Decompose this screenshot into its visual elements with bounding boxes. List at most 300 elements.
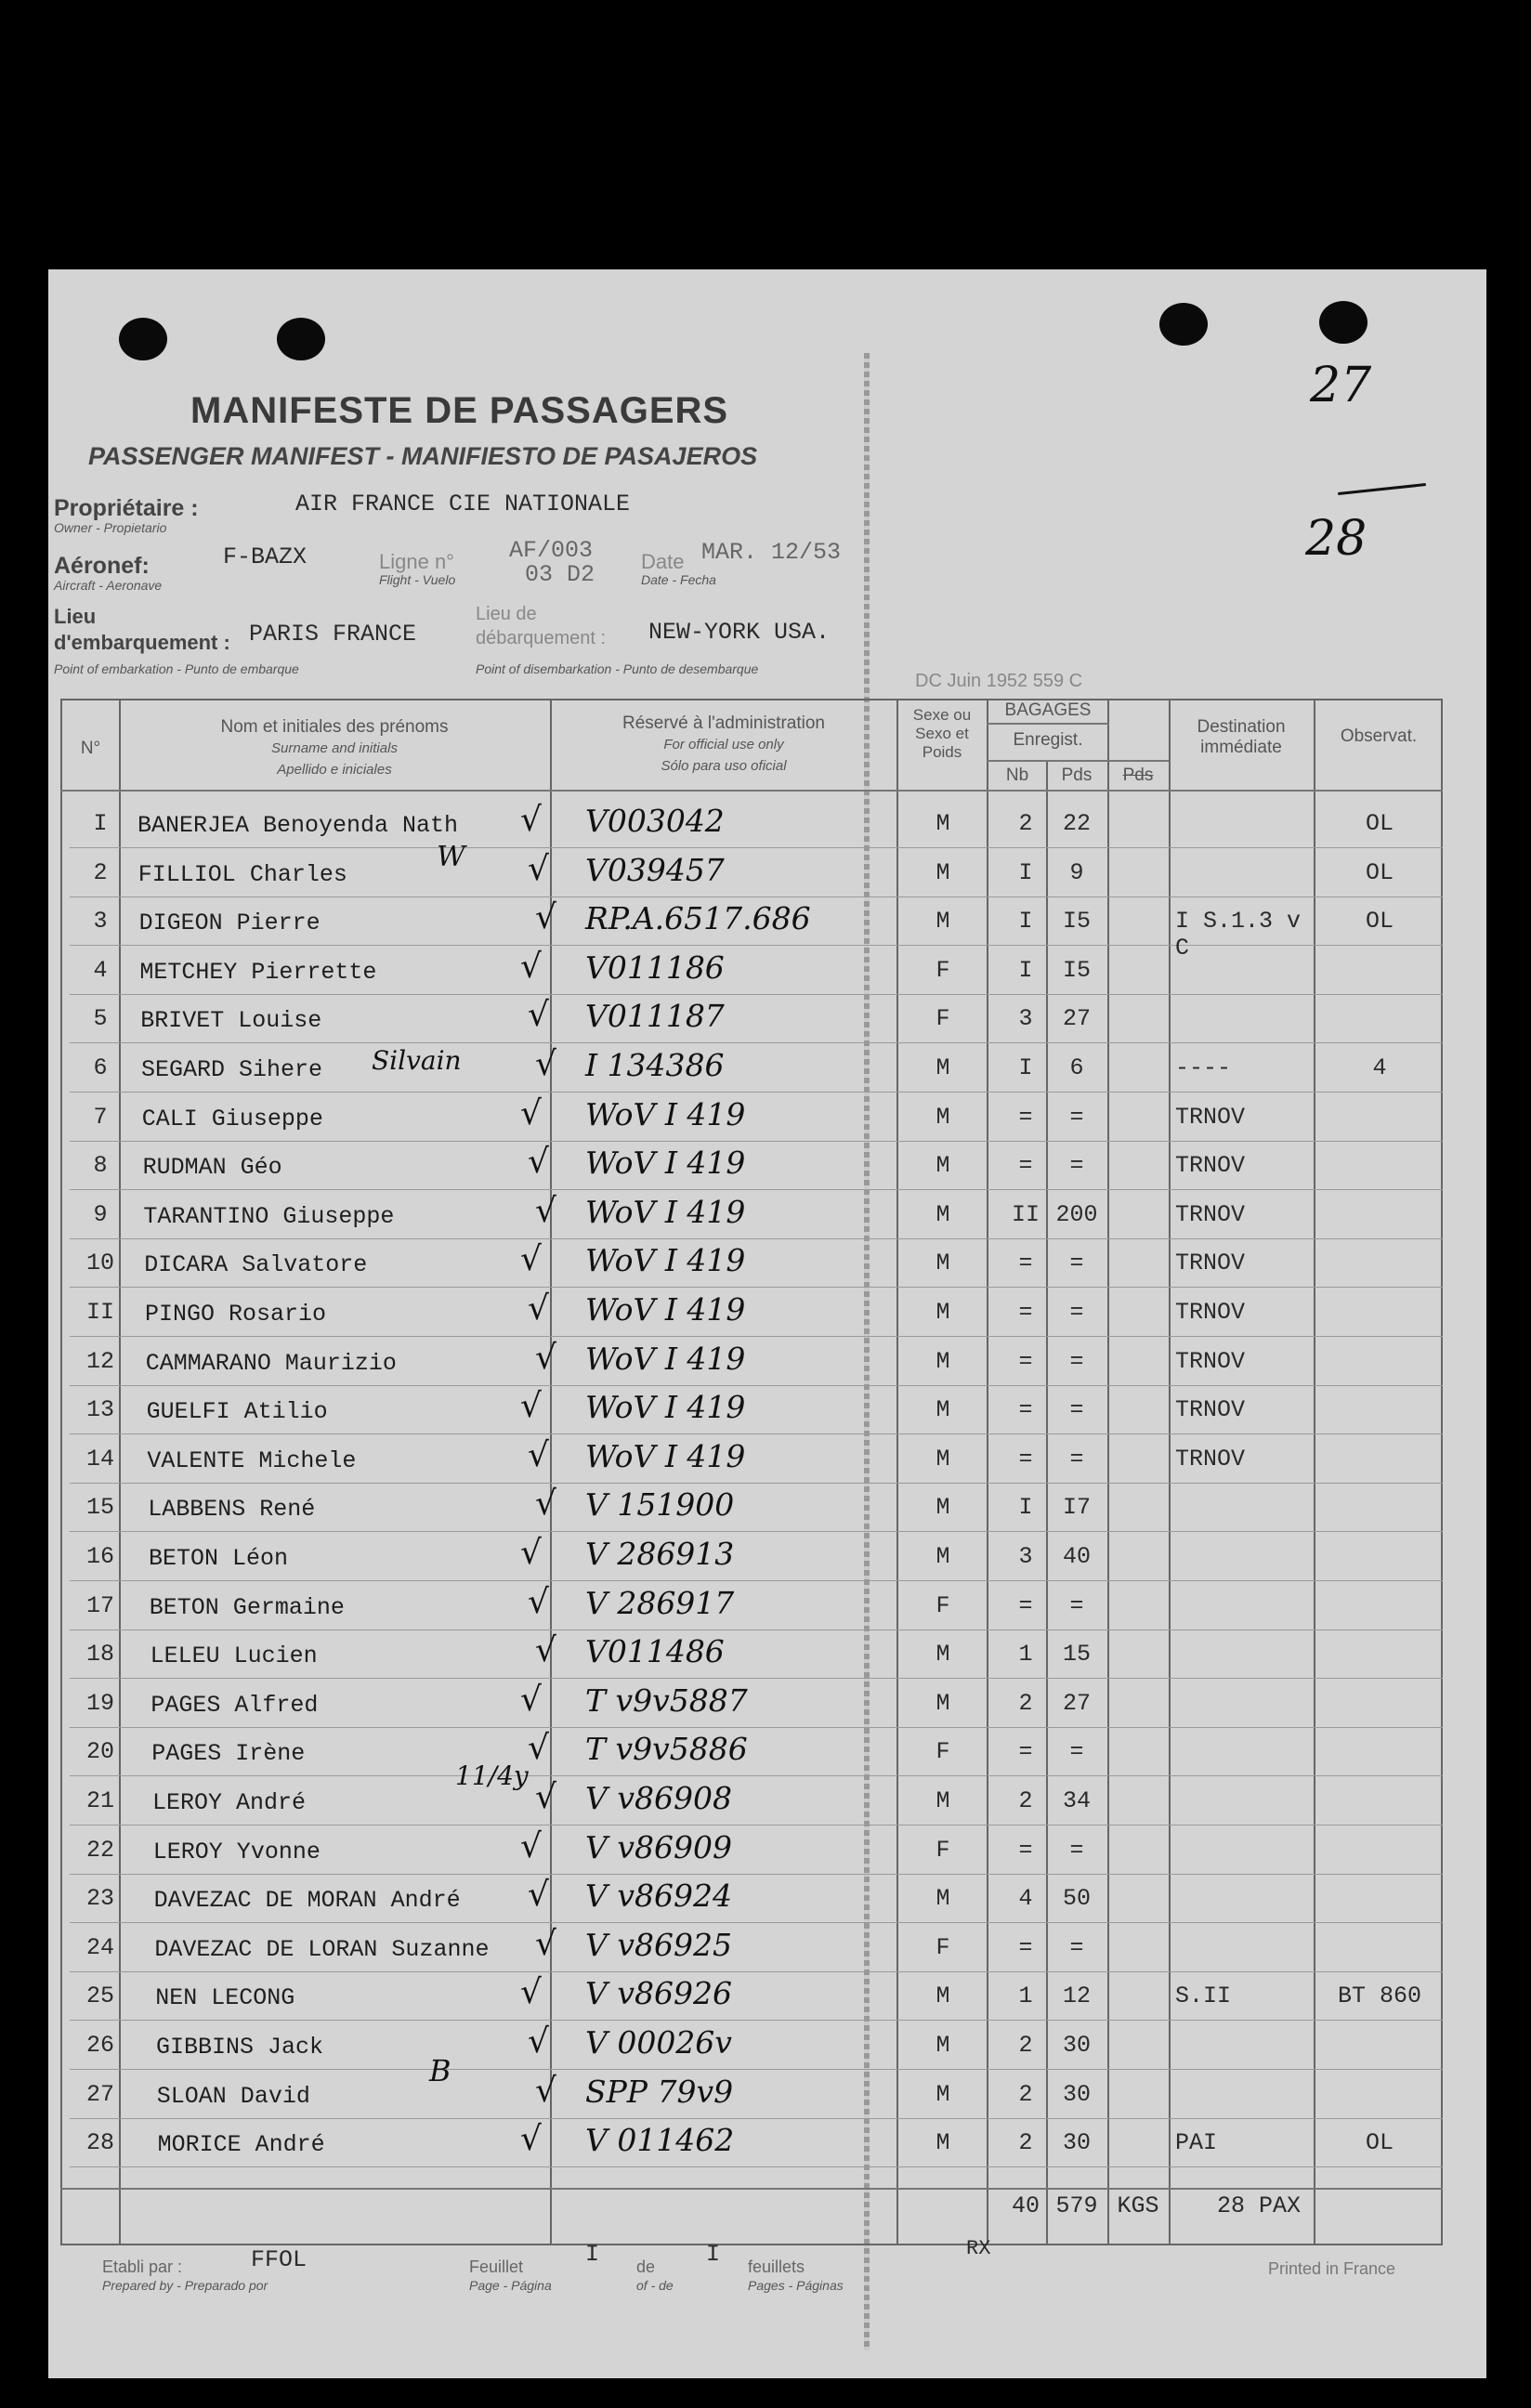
reservation-ref: V 00026v	[585, 2024, 732, 2061]
punch-hole	[1319, 301, 1367, 344]
header-divider	[987, 760, 1169, 762]
printed-in: Printed in France	[1268, 2259, 1396, 2278]
passenger-sex: F	[936, 1005, 950, 1032]
passenger-sex: F	[936, 1934, 950, 1961]
baggage-weight: 34	[1062, 1787, 1091, 1814]
total-count: 40	[1011, 2192, 1040, 2219]
checkmark-icon: √	[528, 2022, 549, 2061]
passenger-sex: M	[936, 1983, 950, 2009]
passenger-sex: M	[936, 1299, 950, 1326]
baggage-weight: =	[1069, 1738, 1084, 1765]
passenger-sex: M	[936, 1250, 950, 1276]
header-enreg: Enregist.	[1013, 730, 1083, 750]
row-number: 26	[85, 2032, 114, 2059]
owner-value: AIR FRANCE CIE NATIONALE	[295, 491, 631, 517]
punch-hole	[277, 318, 325, 360]
checkmark-icon: √	[528, 1143, 549, 1181]
total-pax: 28 PAX	[1216, 2192, 1301, 2219]
disembark-label: Lieu de débarquement :	[476, 604, 607, 648]
baggage-weight: I7	[1062, 1494, 1091, 1521]
baggage-count: I	[1018, 1054, 1033, 1081]
passenger-name: CAMMARANO Maurizio	[145, 1350, 397, 1377]
row-number: 14	[85, 1446, 114, 1472]
baggage-count: 1	[1018, 1983, 1033, 2009]
row-number: 23	[85, 1885, 114, 1912]
baggage-count: 2	[1018, 1787, 1033, 1814]
baggage-weight: =	[1069, 1837, 1084, 1864]
owner-sub: Owner - Propietario	[54, 520, 167, 535]
prepared-label: Etabli par :	[102, 2258, 183, 2276]
passenger-name: TARANTINO Giuseppe	[143, 1203, 395, 1230]
destination: TRNOV	[1175, 1396, 1246, 1423]
destination: TRNOV	[1175, 1348, 1246, 1375]
row-number: 7	[93, 1104, 108, 1131]
date-value: MAR. 12/53	[701, 539, 842, 566]
rx-mark: RX	[966, 2237, 991, 2260]
passenger-name: DICARA Salvatore	[144, 1251, 368, 1278]
header-no: N°	[80, 739, 101, 758]
checkmark-icon: √	[528, 1289, 549, 1328]
checkmark-icon: √	[520, 1240, 542, 1278]
total-unit: KGS	[1117, 2192, 1159, 2219]
row-rule	[70, 2020, 1443, 2021]
destination: TRNOV	[1175, 1104, 1246, 1131]
sheet-value: I	[585, 2241, 600, 2268]
header-pds: Pds	[1061, 766, 1093, 785]
checkmark-icon: √	[520, 801, 542, 839]
header-divider	[987, 723, 1109, 725]
passenger-name: DAVEZAC DE MORAN André	[153, 1887, 461, 1914]
baggage-weight: 200	[1055, 1201, 1098, 1228]
observation: OL	[1365, 2129, 1394, 2156]
baggage-weight: =	[1069, 1299, 1084, 1326]
reservation-ref: I 134386	[585, 1047, 725, 1083]
reservation-ref: WoV I 419	[585, 1096, 746, 1132]
reservation-ref: WoV I 419	[585, 1145, 746, 1181]
baggage-count: =	[1018, 1446, 1033, 1472]
row-rule	[70, 1336, 1443, 1337]
row-number: 6	[93, 1054, 108, 1081]
checkmark-icon: √	[520, 1534, 542, 1572]
baggage-weight: =	[1069, 1396, 1084, 1423]
reservation-ref: WoV I 419	[585, 1341, 746, 1377]
baggage-count: 2	[1018, 1690, 1033, 1717]
row-rule	[70, 994, 1443, 995]
reservation-ref: V v86925	[585, 1927, 732, 1963]
baggage-count: 2	[1018, 2129, 1033, 2156]
row-number: 17	[85, 1592, 114, 1619]
header-sex: Sexe ou Sexo et Poids	[912, 706, 972, 761]
sheet-sub: Page - Página	[469, 2278, 552, 2293]
row-number: 8	[93, 1152, 108, 1179]
passenger-sex: M	[936, 1494, 950, 1521]
sheets-label: feuillets	[748, 2258, 805, 2276]
row-number: 20	[85, 1738, 114, 1765]
row-number: 13	[85, 1396, 114, 1423]
baggage-weight: =	[1069, 1592, 1084, 1619]
reservation-ref: V011486	[585, 1633, 725, 1669]
header-bagages: BAGAGES	[1004, 700, 1092, 720]
aircraft-sub: Aircraft - Aeronave	[54, 578, 163, 593]
row-number: I	[93, 810, 108, 837]
row-number: 22	[85, 1837, 114, 1864]
baggage-count: 2	[1018, 2032, 1033, 2059]
checkmark-icon: √	[535, 1778, 556, 1816]
passenger-sex: F	[936, 1837, 950, 1864]
passenger-sex: M	[936, 2081, 950, 2108]
baggage-weight: 30	[1062, 2129, 1091, 2156]
baggage-count: II	[1011, 1201, 1040, 1228]
reservation-ref: V v86909	[585, 1829, 732, 1865]
baggage-weight: =	[1069, 1446, 1084, 1472]
passenger-name: LELEU Lucien	[150, 1642, 318, 1669]
passenger-name: CALI Giuseppe	[141, 1106, 323, 1132]
row-number: 9	[93, 1201, 108, 1228]
checkmark-icon: √	[528, 1436, 549, 1474]
header-admin: Réservé à l'administration For official use only Sólo para uso oficial	[622, 713, 825, 774]
row-rule	[70, 1629, 1443, 1630]
baggage-count: 4	[1018, 1885, 1033, 1912]
totals-divider	[60, 2188, 1443, 2190]
baggage-weight: =	[1069, 1104, 1084, 1131]
owner-label: Propriétaire :	[54, 495, 199, 521]
row-number: 5	[93, 1005, 108, 1032]
passenger-sex: M	[936, 1690, 950, 1717]
checkmark-icon: √	[528, 850, 549, 888]
passenger-name: BANERJEA Benoyenda Nath	[137, 812, 459, 839]
baggage-count: I	[1018, 908, 1033, 935]
passenger-sex: M	[936, 1885, 950, 1912]
passenger-sex: M	[936, 1152, 950, 1179]
passenger-name: SLOAN David	[156, 2083, 310, 2110]
destination: I S.1.3 v C	[1175, 908, 1302, 962]
col-divider	[896, 699, 898, 2245]
checkmark-icon: √	[528, 1876, 549, 1914]
col-divider	[987, 699, 988, 2245]
date-sub: Date - Fecha	[641, 572, 716, 587]
row-number: 15	[85, 1494, 114, 1521]
baggage-count: =	[1018, 1299, 1033, 1326]
sheets-sub: Pages - Páginas	[748, 2278, 844, 2293]
baggage-weight: =	[1069, 1934, 1084, 1961]
flight-sub: Flight - Vuelo	[379, 572, 456, 587]
row-number: 28	[85, 2129, 114, 2156]
destination: S.II	[1175, 1983, 1232, 2009]
observation: BT 860	[1337, 1983, 1421, 2009]
passenger-sex: M	[936, 1543, 950, 1570]
checkmark-icon: √	[520, 1827, 542, 1865]
checkmark-icon: √	[528, 1583, 549, 1621]
baggage-weight: I5	[1062, 957, 1091, 984]
baggage-count: =	[1018, 1348, 1033, 1375]
passenger-sex: M	[936, 1446, 950, 1472]
passenger-sex: M	[936, 908, 950, 935]
observation: OL	[1365, 810, 1394, 837]
row-rule	[70, 1287, 1443, 1288]
checkmark-icon: √	[535, 1925, 556, 1963]
punch-hole	[119, 318, 167, 360]
passenger-name: PINGO Rosario	[145, 1301, 327, 1328]
row-number: 27	[85, 2081, 114, 2108]
checkmark-icon: √	[535, 898, 556, 936]
row-number: 21	[85, 1787, 114, 1814]
passenger-sex: F	[936, 957, 950, 984]
row-rule	[70, 2118, 1443, 2119]
col-divider	[1169, 699, 1171, 2245]
checkmark-icon: √	[535, 2072, 556, 2110]
row-rule	[70, 1531, 1443, 1532]
page-mark-bottom: 28	[1305, 511, 1367, 567]
baggage-weight: 6	[1069, 1054, 1084, 1081]
checkmark-icon: √	[520, 948, 542, 986]
row-rule	[70, 847, 1443, 848]
embark-value: PARIS FRANCE	[249, 621, 417, 648]
checkmark-icon: √	[520, 1973, 542, 2011]
baggage-weight: =	[1069, 1250, 1084, 1276]
reservation-ref: V 011462	[585, 2122, 735, 2158]
baggage-count: =	[1018, 1396, 1033, 1423]
row-rule	[70, 1433, 1443, 1434]
checkmark-icon: √	[520, 1387, 542, 1425]
row-rule	[70, 1727, 1443, 1728]
reservation-ref: V039457	[585, 852, 725, 888]
passenger-sex: F	[936, 1592, 950, 1619]
destination: TRNOV	[1175, 1152, 1246, 1179]
baggage-count: =	[1018, 1738, 1033, 1765]
checkmark-icon: √	[535, 1631, 556, 1669]
passenger-name: SEGARD Sihere	[141, 1056, 323, 1083]
checkmark-icon: √	[535, 1339, 556, 1377]
passenger-sex: M	[936, 1396, 950, 1423]
row-rule	[70, 1971, 1443, 1972]
handnote-leroy: 11/4y	[455, 1760, 529, 1791]
passenger-sex: M	[936, 2032, 950, 2059]
passenger-name: FILLIOL Charles	[137, 861, 347, 888]
destination: PAI	[1175, 2129, 1218, 2156]
embark-sub: Point of embarkation - Punto de embarque	[54, 661, 299, 676]
reservation-ref: T v9v5887	[585, 1682, 748, 1719]
page-mark-top: 27	[1310, 358, 1372, 413]
baggage-count: =	[1018, 1934, 1033, 1961]
row-number: 25	[85, 1983, 114, 2009]
baggage-count: I	[1018, 957, 1033, 984]
row-rule	[70, 1141, 1443, 1142]
baggage-count: 1	[1018, 1641, 1033, 1668]
passenger-name: DIGEON Pierre	[138, 910, 321, 936]
reservation-ref: T v9v5886	[585, 1731, 748, 1767]
reservation-ref: V011187	[585, 998, 725, 1034]
handnote-sloan: B	[429, 2053, 451, 2088]
row-rule	[70, 1238, 1443, 1239]
passenger-sex: M	[936, 1641, 950, 1668]
header-pds-excess: Pds	[1122, 766, 1154, 785]
header-bottom	[60, 790, 1443, 792]
baggage-count: I	[1018, 859, 1033, 886]
sheet-label: Feuillet	[469, 2258, 524, 2276]
handnote-filliol: W	[437, 841, 465, 873]
checkmark-icon: √	[535, 1045, 556, 1083]
passenger-name: BETON Germaine	[149, 1594, 345, 1621]
reservation-ref: WoV I 419	[585, 1389, 746, 1425]
header-destination: Destination immédiate	[1197, 717, 1286, 757]
baggage-count: =	[1018, 1592, 1033, 1619]
passenger-name: PAGES Alfred	[150, 1692, 319, 1719]
header-observations: Observat.	[1340, 726, 1418, 746]
baggage-weight: 27	[1062, 1005, 1091, 1032]
passenger-name: LEROY André	[152, 1789, 307, 1816]
reservation-ref: V011186	[585, 949, 725, 986]
row-number: 3	[93, 908, 108, 935]
passenger-name: LEROY Yvonne	[152, 1839, 321, 1865]
row-rule	[70, 1580, 1443, 1581]
checkmark-icon: √	[520, 1094, 542, 1132]
baggage-count: =	[1018, 1152, 1033, 1179]
baggage-weight: 30	[1062, 2032, 1091, 2059]
passenger-name: MORICE André	[157, 2131, 325, 2158]
header-name: Nom et initiales des prénoms Surname and initials Apellido e iniciales	[220, 717, 449, 778]
aircraft-value: F-BAZX	[223, 543, 308, 570]
disembark-sub: Point of disembarkation - Punto de desembarque	[476, 661, 759, 676]
checkmark-icon: √	[520, 2120, 542, 2158]
header-nb: Nb	[1005, 766, 1029, 785]
date-label: Date	[641, 550, 685, 573]
reservation-ref: WoV I 419	[585, 1291, 746, 1328]
row-rule	[70, 1385, 1443, 1386]
row-rule	[70, 1483, 1443, 1484]
passenger-sex: M	[936, 1348, 950, 1375]
reservation-ref: WoV I 419	[585, 1242, 746, 1278]
passenger-name: BETON Léon	[149, 1545, 289, 1572]
prepared-sub: Prepared by - Preparado por	[102, 2278, 268, 2293]
reservation-ref: V v86908	[585, 1780, 732, 1816]
baggage-weight: 50	[1062, 1885, 1091, 1912]
baggage-count: =	[1018, 1837, 1033, 1864]
row-rule	[70, 2069, 1443, 2070]
baggage-count: =	[1018, 1250, 1033, 1276]
checkmark-icon: √	[520, 1681, 542, 1719]
reservation-ref: V 286917	[585, 1585, 735, 1621]
baggage-weight: I5	[1062, 908, 1091, 935]
row-number: 24	[85, 1934, 114, 1961]
passenger-name: BRIVET Louise	[140, 1007, 322, 1034]
baggage-weight: 22	[1062, 810, 1091, 837]
form-code: DC Juin 1952 559 C	[915, 671, 1083, 691]
passenger-sex: M	[936, 1054, 950, 1081]
row-number: 2	[93, 859, 108, 886]
passenger-name: VALENTE Michele	[147, 1447, 357, 1474]
passenger-name: NEN LECONG	[155, 1984, 295, 2011]
of-value: I	[706, 2241, 721, 2268]
reservation-ref: SPP 79v9	[585, 2074, 734, 2110]
destination: ----	[1175, 1054, 1232, 1081]
row-rule	[70, 1825, 1443, 1826]
observation: 4	[1372, 1054, 1387, 1081]
baggage-count: =	[1018, 1104, 1033, 1131]
flight-extra: 03 D2	[525, 561, 595, 588]
baggage-weight: 40	[1062, 1543, 1091, 1570]
destination: TRNOV	[1175, 1250, 1246, 1276]
passenger-name: GUELFI Atilio	[146, 1398, 328, 1425]
flight-value: AF/003	[509, 537, 594, 564]
prepared-value: FFOL	[251, 2246, 308, 2273]
baggage-count: 3	[1018, 1543, 1033, 1570]
baggage-count: I	[1018, 1494, 1033, 1521]
baggage-count: 2	[1018, 2081, 1033, 2108]
row-rule	[70, 1922, 1443, 1923]
baggage-weight: 12	[1062, 1983, 1091, 2009]
row-number: 18	[85, 1641, 114, 1668]
manifest-title: MANIFESTE DE PASSAGERS	[190, 390, 729, 431]
passenger-name: LABBENS René	[148, 1496, 316, 1523]
baggage-weight: 30	[1062, 2081, 1091, 2108]
disembark-value: NEW-YORK USA.	[648, 619, 831, 646]
destination: TRNOV	[1175, 1201, 1246, 1228]
reservation-ref: RP.A.6517.686	[585, 900, 811, 936]
punch-hole	[1159, 303, 1208, 346]
row-number: 16	[85, 1543, 114, 1570]
row-rule	[70, 2166, 1443, 2167]
handnote-segard: Silvain	[372, 1045, 462, 1076]
row-rule	[70, 1775, 1443, 1776]
of-sub: of - de	[636, 2278, 674, 2293]
row-number: 12	[85, 1348, 114, 1375]
reservation-ref: V 286913	[585, 1536, 735, 1572]
destination: TRNOV	[1175, 1446, 1246, 1472]
row-number: 10	[85, 1250, 114, 1276]
embark-label: Lieu d'embarquement :	[54, 605, 230, 654]
passenger-sex: M	[936, 859, 950, 886]
total-weight: 579	[1055, 2192, 1098, 2219]
row-number: II	[85, 1299, 114, 1326]
baggage-weight: =	[1069, 1152, 1084, 1179]
col-divider	[1107, 699, 1109, 2245]
destination: TRNOV	[1175, 1299, 1246, 1326]
checkmark-icon: √	[528, 996, 549, 1034]
reservation-ref: V 151900	[585, 1486, 735, 1523]
observation: OL	[1365, 859, 1394, 886]
passenger-name: GIBBINS Jack	[156, 2034, 324, 2061]
passenger-name: RUDMAN Géo	[142, 1154, 282, 1181]
row-rule	[70, 1042, 1443, 1043]
passenger-sex: M	[936, 1104, 950, 1131]
flight-label: Ligne n°	[379, 550, 454, 573]
reservation-ref: WoV I 419	[585, 1438, 746, 1474]
passenger-sex: M	[936, 1201, 950, 1228]
baggage-count: 3	[1018, 1005, 1033, 1032]
baggage-weight: 27	[1062, 1690, 1091, 1717]
passenger-sex: F	[936, 1738, 950, 1765]
baggage-count: 2	[1018, 810, 1033, 837]
of-label: de	[636, 2258, 656, 2276]
passenger-sex: M	[936, 2129, 950, 2156]
row-rule	[70, 1874, 1443, 1875]
reservation-ref: WoV I 419	[585, 1194, 746, 1230]
row-rule	[70, 1092, 1443, 1093]
checkmark-icon: √	[535, 1192, 556, 1230]
baggage-weight: =	[1069, 1348, 1084, 1375]
observation: OL	[1365, 908, 1394, 935]
baggage-weight: 15	[1062, 1641, 1091, 1668]
row-rule	[70, 1189, 1443, 1190]
passenger-name: PAGES Irène	[151, 1740, 306, 1767]
row-rule	[70, 896, 1443, 897]
row-number: 4	[93, 957, 108, 984]
passenger-name: METCHEY Pierrette	[139, 959, 377, 986]
row-number: 19	[85, 1690, 114, 1717]
passenger-name: DAVEZAC DE LORAN Suzanne	[154, 1936, 490, 1963]
reservation-ref: V v86926	[585, 1975, 732, 2011]
row-rule	[70, 1678, 1443, 1679]
